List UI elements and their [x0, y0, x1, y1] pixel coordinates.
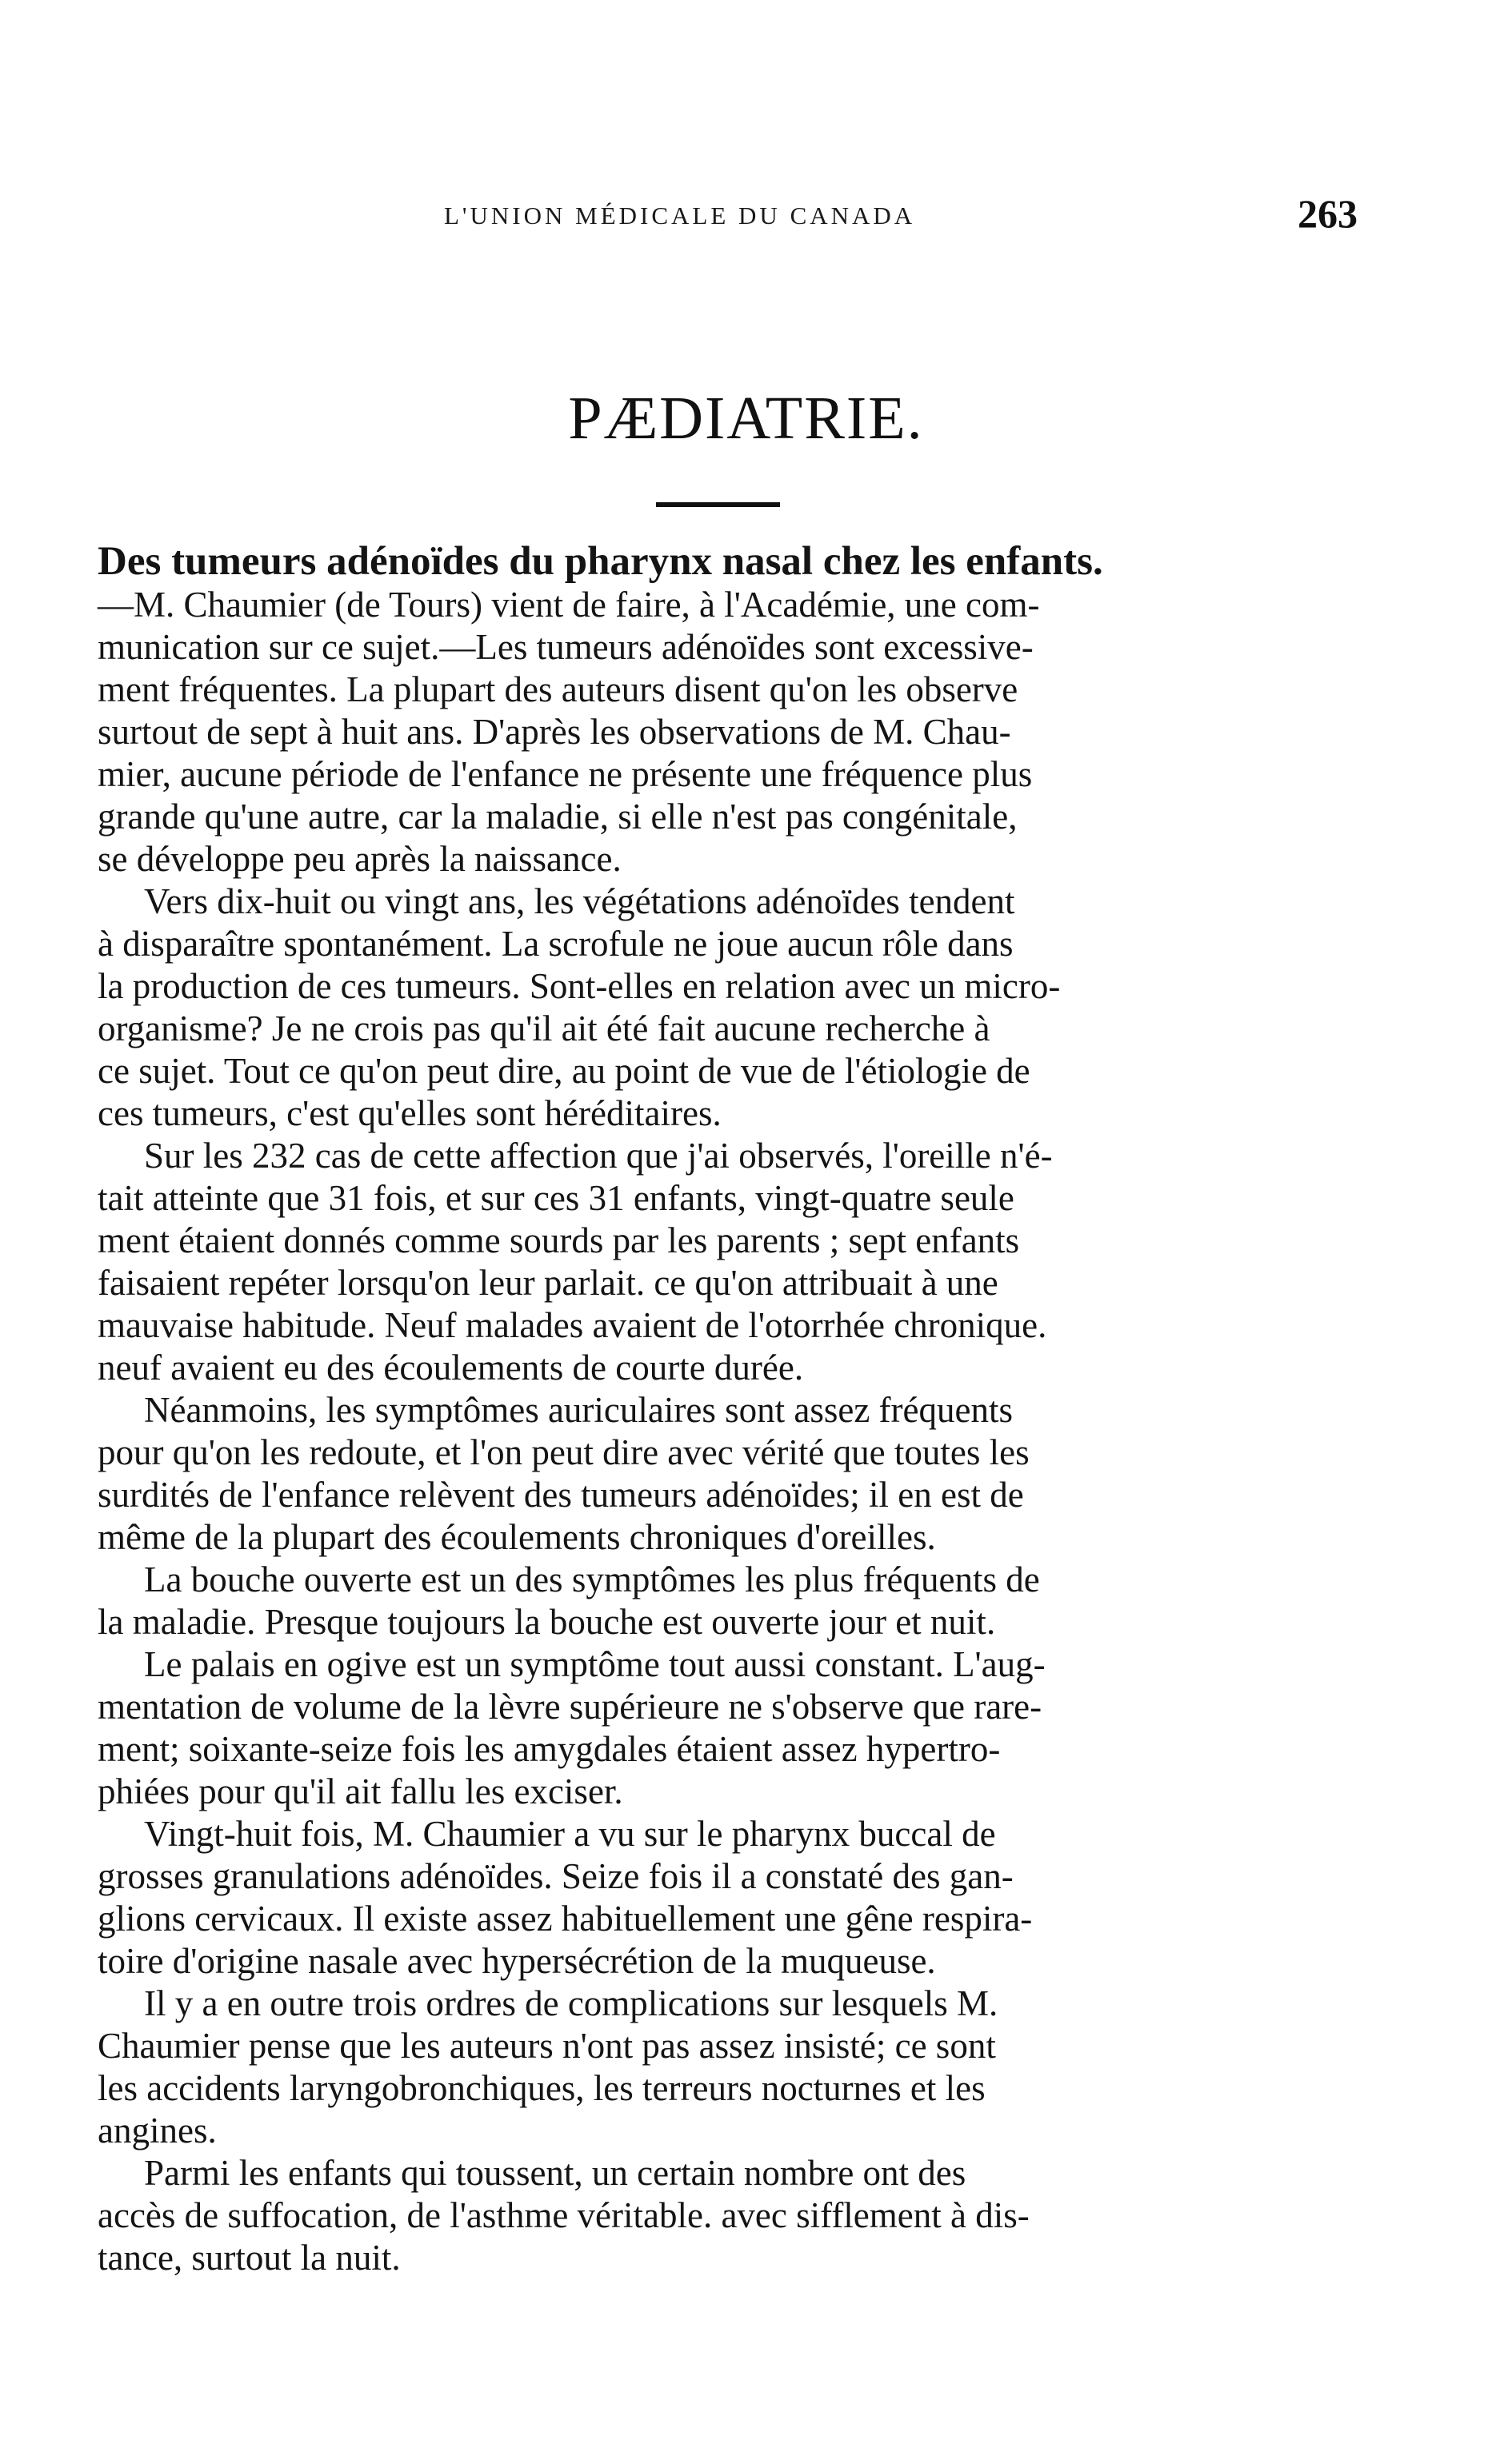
text-line: Parmi les enfants qui toussent, un certain nombre ont des — [144, 2153, 966, 2193]
article-headline: Des tumeurs adénoïdes du pharynx nasal chez les enfants. — [98, 539, 1103, 584]
text-line: neuf avaient eu des écoulements de courte durée. — [98, 1348, 804, 1388]
text-line: se développe peu après la naissance. — [98, 839, 622, 879]
text-line: Sur les 232 cas de cette affection que j'ai observés, l'oreille n'é- — [144, 1136, 1053, 1176]
text-line: Il y a en outre trois ordres de complications sur lesquels M. — [144, 1983, 998, 2023]
text-line: glions cervicaux. Il existe assez habituellement une gêne respira- — [98, 1899, 1033, 1939]
text-line: organisme? Je ne crois pas qu'il ait été fait aucune recherche à — [98, 1008, 990, 1048]
text-line: la production de ces tumeurs. Sont-elles en relation avec un micro- — [98, 966, 1061, 1006]
text-line: même de la plupart des écoulements chroniques d'oreilles. — [98, 1517, 936, 1557]
text-line: Néanmoins, les symptômes auriculaires sont assez fréquents — [144, 1390, 1013, 1430]
text-line: ces tumeurs, c'est qu'elles sont héréditaires. — [98, 1093, 722, 1133]
text-line: grande qu'une autre, car la maladie, si elle n'est pas congénitale, — [98, 797, 1018, 837]
text-line: La bouche ouverte est un des symptômes les plus fréquents de — [144, 1559, 1040, 1599]
text-line: ment; soixante-seize fois les amygdales étaient assez hypertro- — [98, 1729, 1001, 1769]
text-line: mentation de volume de la lèvre supérieure ne s'observe que rare- — [98, 1687, 1042, 1727]
text-line: munication sur ce sujet.—Les tumeurs adénoïdes sont excessive- — [98, 627, 1034, 667]
text-line: mauvaise habitude. Neuf malades avaient de l'otorrhée chronique. — [98, 1305, 1047, 1345]
text-line: Vingt-huit fois, M. Chaumier a vu sur le pharynx buccal de — [144, 1814, 996, 1854]
text-line: surtout de sept à huit ans. D'après les observations de M. Chau- — [98, 712, 1011, 752]
text-line: ce sujet. Tout ce qu'on peut dire, au point de vue de l'étiologie de — [98, 1051, 1030, 1091]
text-line: Vers dix-huit ou vingt ans, les végétations adénoïdes tendent — [144, 881, 1015, 921]
text-line: Le palais en ogive est un symptôme tout aussi constant. L'aug- — [144, 1644, 1046, 1684]
text-line: angines. — [98, 2111, 217, 2151]
text-line: pour qu'on les redoute, et l'on peut dire avec vérité que toutes les — [98, 1432, 1030, 1472]
text-line: ment étaient donnés comme sourds par les parents ; sept enfants — [98, 1220, 1020, 1260]
text-line: toire d'origine nasale avec hypersécrétion de la muqueuse. — [98, 1941, 936, 1981]
text-line: phiées pour qu'il ait fallu les exciser. — [98, 1771, 623, 1811]
text-line: la maladie. Presque toujours la bouche est ouverte jour et nuit. — [98, 1602, 996, 1642]
text-line: mier, aucune période de l'enfance ne présente une fréquence plus — [98, 754, 1033, 794]
text-line: faisaient repéter lorsqu'on leur parlait. ce qu'on attribuait à une — [98, 1263, 998, 1303]
text-line: Chaumier pense que les auteurs n'ont pas assez insisté; ce sont — [98, 2026, 996, 2066]
text-line: —M. Chaumier (de Tours) vient de faire, à l'Académie, une com- — [98, 585, 1040, 625]
text-line: tance, surtout la nuit. — [98, 2238, 401, 2278]
text-line: les accidents laryngobronchiques, les terreurs nocturnes et les — [98, 2068, 986, 2108]
running-head: L'UNION MÉDICALE DU CANADA — [444, 202, 916, 230]
article-body — [98, 541, 1342, 2279]
text-line: surdités de l'enfance relèvent des tumeurs adénoïdes; il en est de — [98, 1475, 1024, 1515]
text-line: à disparaître spontanément. La scrofule ne joue aucun rôle dans — [98, 924, 1014, 964]
title-rule — [656, 502, 780, 507]
text-line: grosses granulations adénoïdes. Seize fois il a constaté des gan- — [98, 1856, 1014, 1896]
section-title: PÆDIATRIE. — [568, 385, 924, 452]
text-line: tait atteinte que 31 fois, et sur ces 31 enfants, vingt-quatre seule — [98, 1178, 1014, 1218]
text-line: accès de suffocation, de l'asthme véritable. avec sifflement à dis- — [98, 2195, 1030, 2235]
text-line: ment fréquentes. La plupart des auteurs disent qu'on les observe — [98, 669, 1018, 709]
page-number: 263 — [1298, 191, 1358, 236]
